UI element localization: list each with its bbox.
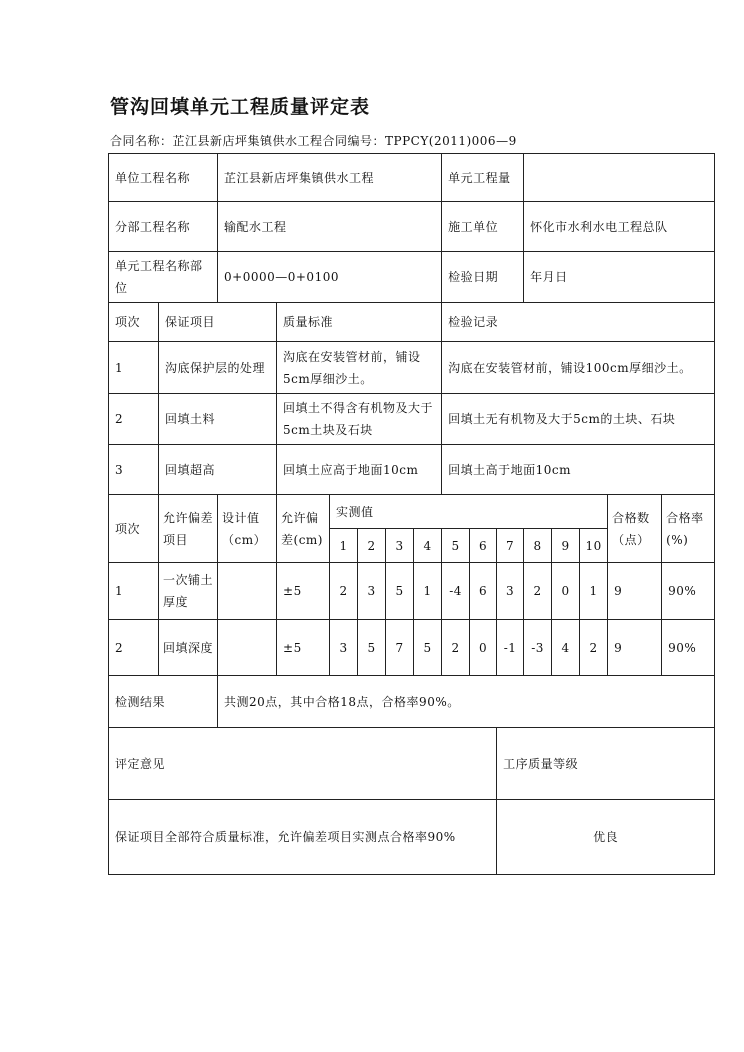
guarantee-record: 沟底在安装管材前，铺设100cm厚细沙土。 [442,342,715,394]
deviation-allow: ±5 [277,563,330,620]
deviation-no: 1 [109,563,159,620]
table-row [109,154,715,202]
contract-line: 合同名称：芷江县新店坪集镇供水工程合同编号：TPPCY(2011)006—9 [110,134,517,148]
measured-value: -3 [524,620,552,676]
col-no-header: 项次 [109,303,159,342]
deviation-header-row [109,495,715,529]
pass-count-header: 合格数（点） [608,495,662,563]
guarantee-no: 2 [109,394,159,445]
element-part-label: 单元工程名称部位 [109,252,218,303]
measured-value: 2 [524,563,552,620]
measured-values-header: 实测值 [330,495,608,529]
pass-count: 9 [608,620,662,676]
contractor-label: 施工单位 [442,202,524,252]
point-number: 1 [330,529,358,563]
guarantee-no: 1 [109,342,159,394]
table-row [109,445,715,495]
evaluation-value-row [109,800,715,875]
guarantee-header-row [109,303,715,342]
guarantee-record: 回填土高于地面10cm [442,445,715,495]
inspection-date-label: 检验日期 [442,252,524,303]
measured-value: 1 [580,563,608,620]
measured-value: 3 [330,620,358,676]
measured-value: 2 [330,563,358,620]
guarantee-item: 沟底保护层的处理 [159,342,277,394]
grade-label: 工序质量等级 [497,728,715,800]
deviation-design [218,620,277,676]
point-number: 6 [470,529,497,563]
measured-value: 3 [497,563,524,620]
measured-value: 7 [386,620,414,676]
col-record-header: 检验记录 [442,303,715,342]
guarantee-standard: 沟底在安装管材前，铺设5cm厚细沙土。 [277,342,442,394]
guarantee-item: 回填超高 [159,445,277,495]
point-number: 5 [442,529,470,563]
guarantee-item: 回填土料 [159,394,277,445]
deviation-col-no-header: 项次 [109,495,159,563]
division-label: 分部工程名称 [109,202,218,252]
result-label: 检测结果 [109,676,218,728]
deviation-col-allow-header: 允许偏差(cm) [277,495,330,563]
measured-value: 5 [414,620,442,676]
page-title: 管沟回填单元工程质量评定表 [110,96,371,118]
measured-value: 0 [470,620,497,676]
measured-value: 6 [470,563,497,620]
quality-assessment-table [108,153,715,875]
measured-value: 4 [552,620,580,676]
inspection-date-value: 年月日 [524,252,715,303]
deviation-allow: ±5 [277,620,330,676]
pass-rate: 90% [662,563,715,620]
element-part-value: 0+0000—0+0100 [218,252,442,303]
element-quantity-value [524,154,715,202]
opinion-value: 保证项目全部符合质量标准，允许偏差项目实测点合格率90% [109,800,497,875]
point-number: 4 [414,529,442,563]
deviation-col-item-header: 允许偏差项目 [159,495,218,563]
opinion-label: 评定意见 [109,728,497,800]
deviation-no: 2 [109,620,159,676]
result-value: 共测20点，其中合格18点，合格率90%。 [218,676,715,728]
deviation-item: 回填深度 [159,620,218,676]
guarantee-standard: 回填土不得含有机物及大于5cm土块及石块 [277,394,442,445]
guarantee-standard: 回填土应高于地面10cm [277,445,442,495]
table-row [109,342,715,394]
table-row [109,202,715,252]
measured-value: 3 [358,563,386,620]
table-row [109,620,715,676]
col-standard-header: 质量标准 [277,303,442,342]
guarantee-no: 3 [109,445,159,495]
pass-count: 9 [608,563,662,620]
result-row [109,676,715,728]
evaluation-label-row [109,728,715,800]
pass-rate-header: 合格率(%) [662,495,715,563]
measured-value: 0 [552,563,580,620]
deviation-col-design-header: 设计值（cm） [218,495,277,563]
measured-value: 2 [580,620,608,676]
grade-value: 优良 [497,800,715,875]
unit-project-value: 芷江县新店坪集镇供水工程 [218,154,442,202]
table-row [109,394,715,445]
measured-value: -4 [442,563,470,620]
point-number: 2 [358,529,386,563]
measured-value: 5 [358,620,386,676]
contractor-value: 怀化市水利水电工程总队 [524,202,715,252]
unit-project-label: 单位工程名称 [109,154,218,202]
measured-value: 2 [442,620,470,676]
point-number: 3 [386,529,414,563]
point-number: 7 [497,529,524,563]
point-number: 9 [552,529,580,563]
measured-value: 1 [414,563,442,620]
point-number: 10 [580,529,608,563]
table-row [109,252,715,303]
table-row [109,563,715,620]
deviation-design [218,563,277,620]
element-quantity-label: 单元工程量 [442,154,524,202]
point-number: 8 [524,529,552,563]
division-value: 输配水工程 [218,202,442,252]
col-item-header: 保证项目 [159,303,277,342]
pass-rate: 90% [662,620,715,676]
guarantee-record: 回填土无有机物及大于5cm的土块、石块 [442,394,715,445]
measured-value: -1 [497,620,524,676]
deviation-item: 一次铺土厚度 [159,563,218,620]
measured-value: 5 [386,563,414,620]
